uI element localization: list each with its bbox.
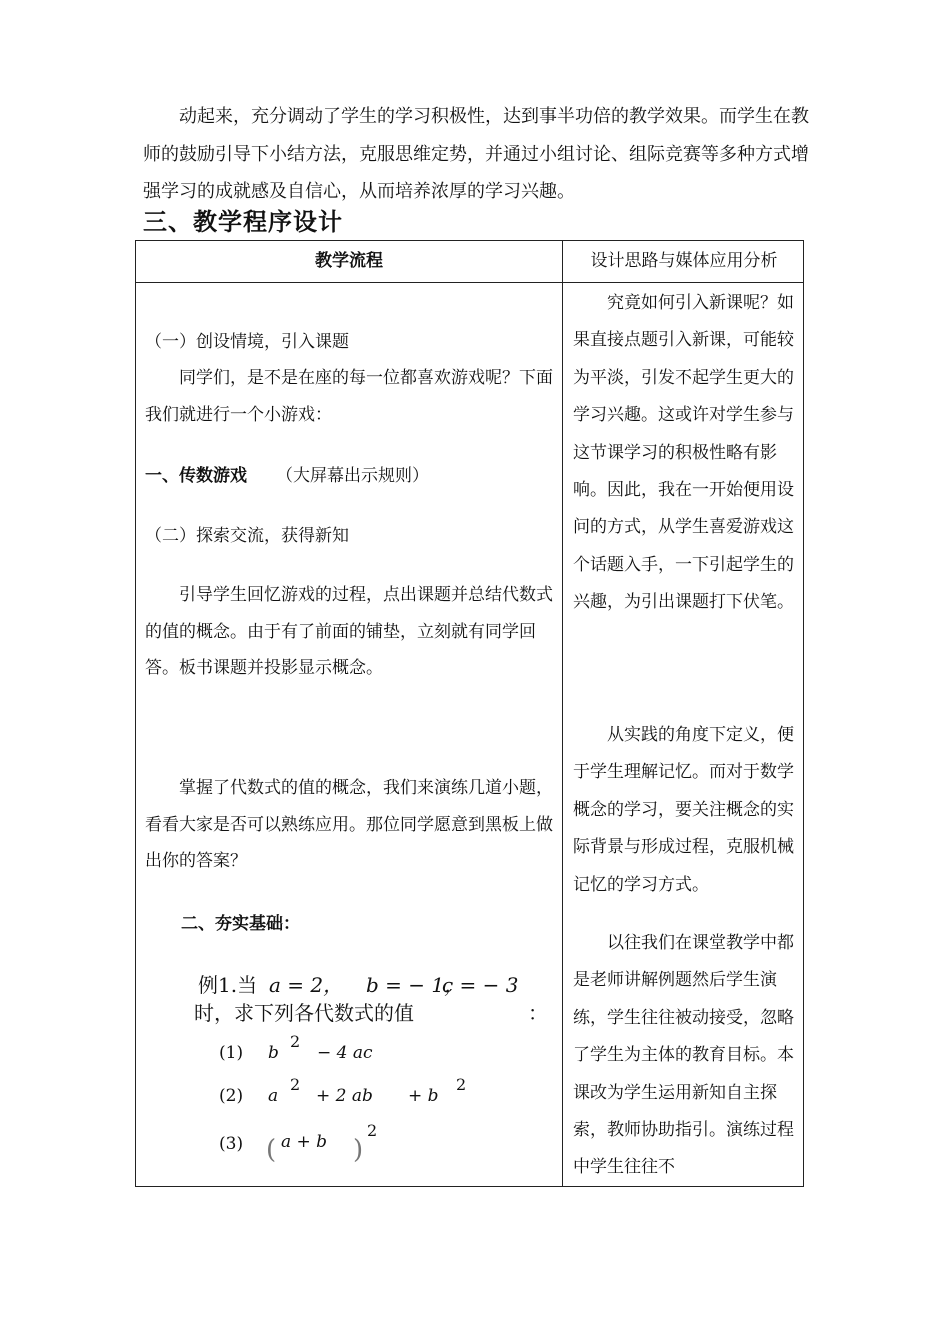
practice-text: 掌握了代数式的值的概念，我们来演练几道小题，看看大家是否可以熟练应用。那位同学愿意到黑板上做出你的答案？ [145,778,553,871]
analysis-para-2: 从实践的角度下定义，便于学生理解记忆。而对于数学概念的学习，要关注概念的实际背景与形成过程，克服机械记忆的学习方式。 [573,725,794,895]
step2-text: 引导学生回忆游戏的过程，点出课题并总结代数式的值的概念。由于有了前面的铺垫，立刻就有同学回答。板书课题并投影显示概念。 [145,585,553,678]
item3-open-paren: ( [266,1135,277,1165]
item3-expression: a + b [281,1132,328,1152]
item2-exponent: 2 [290,1075,301,1094]
item1-exponent: 2 [290,1032,301,1051]
lesson-design-table [135,240,804,1187]
game-note: （大屏幕出示规则） [276,466,429,486]
condition-c: c = − 3 [442,973,519,997]
example-question: 时，求下列各代数式的值 [194,1001,414,1025]
item1-b: b [268,1043,279,1063]
analysis-para-3: 以往我们在课堂教学中都是老师讲解例题然后学生演练，学生往往被动接受，忽略了学生为主体的教育目标。本课改为学生运用新知自主探索，教师协助指引。演练过程中学生往往不 [573,933,794,1178]
example-colon: ： [528,1001,548,1025]
header-divider [136,282,803,283]
condition-a: a = 2， [269,973,344,997]
column-divider [562,241,563,1186]
item1-number: (1) [219,1043,244,1063]
item3-exponent: 2 [367,1121,378,1140]
item2-exponent-2: 2 [456,1075,467,1094]
item3-number: (3) [219,1134,244,1154]
item2-middle: + 2 ab [316,1086,373,1106]
condition-b: b = − 1， [366,973,465,997]
item2-tail: + b [408,1086,439,1106]
step1-text: 同学们，是不是在座的每一位都喜欢游戏呢？下面我们就进行一个小游戏： [145,368,553,425]
intro-paragraph: 动起来，充分调动了学生的学习积极性，达到事半功倍的教学效果。而学生在教师的鼓励引导下小结方法，克服思维定势，并通过小组讨论、组际竞赛等多种方式增强学习的成就感及自信心，从而培养浓厚的学习兴趣。 [143,106,809,202]
basics-title: 二、夯实基础： [181,914,300,934]
item2-a: a [268,1086,279,1106]
analysis-para-1: 究竟如何引入新课呢？如果直接点题引入新课，可能较为平淡，引发不起学生更大的学习兴趣。这或许对学生参与这节课学习的积极性略有影响。因此，我在一开始便用设问的方式，从学生喜爱游戏这个话题入手，一下引起学生的兴趣，为引出课题打下伏笔。 [573,293,794,613]
item1-expression: − 4 ac [317,1043,373,1063]
item2-number: (2) [219,1086,244,1106]
header-teaching-flow: 教学流程 [315,251,383,271]
example-label: 例1.当 [198,973,258,997]
game-title: 一、传数游戏 [145,466,247,486]
step1-title: （一）创设情境，引入课题 [145,332,349,352]
header-design-analysis: 设计思路与媒体应用分析 [590,251,778,271]
item3-close-paren: ) [353,1135,364,1165]
step2-title: （二）探索交流，获得新知 [145,526,349,546]
section-heading: 三、教学程序设计 [143,208,343,236]
